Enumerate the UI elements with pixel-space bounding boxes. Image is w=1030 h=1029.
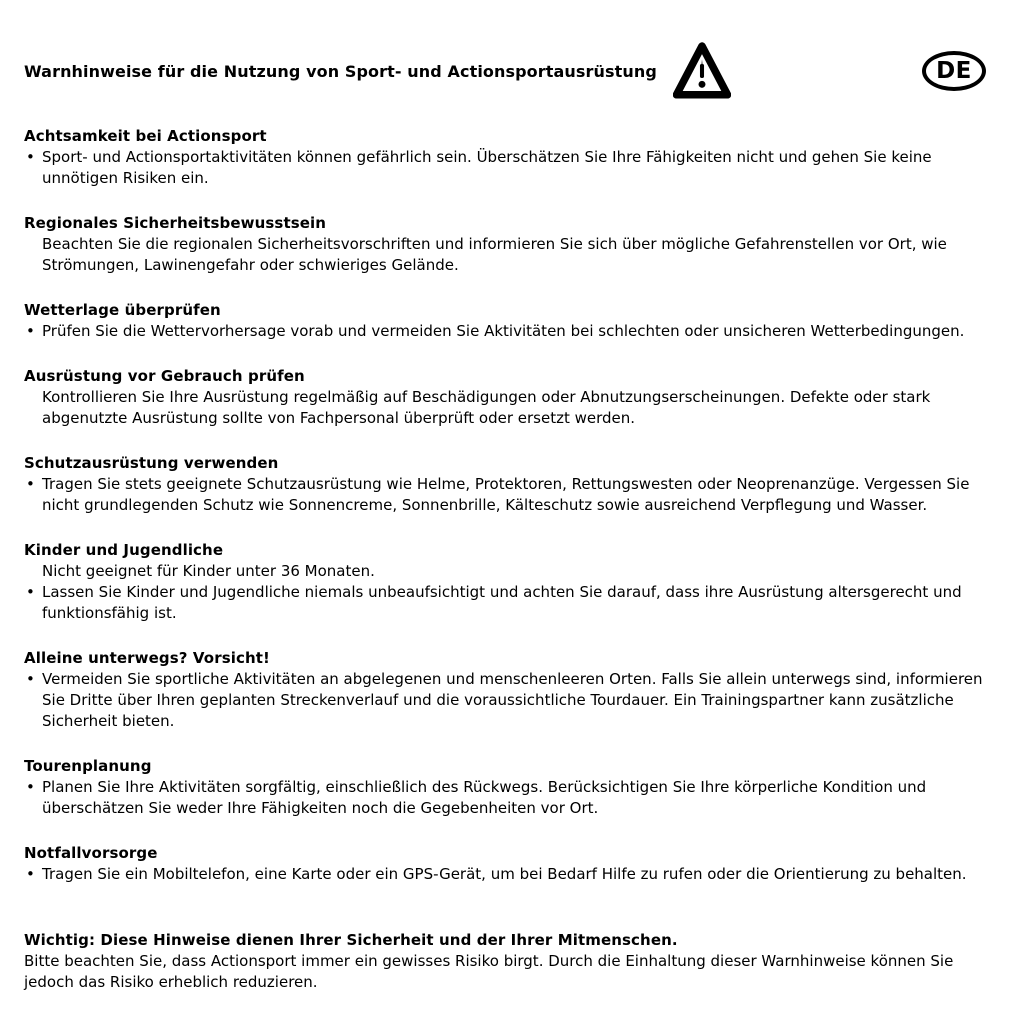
bullet-marker: • — [26, 670, 35, 688]
item-text: Prüfen Sie die Wettervorhersage vorab und vermeiden Sie Aktivitäten bei schlechten oder unsicheren Wetterbedingungen. — [42, 322, 965, 340]
section-heading: Achtsamkeit bei Actionsport — [24, 127, 267, 145]
bullet-marker: • — [26, 865, 35, 883]
warning-section — [24, 540, 1002, 624]
section-heading: Kinder und Jugendliche — [24, 541, 224, 559]
section-items — [24, 669, 1002, 732]
bullet-item — [24, 474, 1002, 516]
warning-section — [24, 453, 1002, 516]
item-text: Tragen Sie ein Mobiltelefon, eine Karte oder ein GPS-Gerät, um bei Bedarf Hilfe zu rufen oder die Orientierung zu behalten. — [42, 865, 967, 883]
item-text: Planen Sie Ihre Aktivitäten sorgfältig, einschließlich des Rückwegs. Berücksichtigen Sie Ihre körperliche Kondition und überschätzen Sie weder Ihre Fähigkeiten noch die Gegebenheiten vor Ort. — [42, 778, 927, 817]
plain-item — [24, 387, 1002, 429]
item-text: Lassen Sie Kinder und Jugendliche niemals unbeaufsichtigt und achten Sie darauf, dass ihre Ausrüstung altersgerecht und funktionsfähig ist. — [42, 583, 962, 622]
section-heading: Notfallvorsorge — [24, 844, 158, 862]
warning-section — [24, 366, 1002, 429]
warning-section — [24, 756, 1002, 819]
bullet-marker: • — [26, 148, 35, 166]
warning-triangle-icon — [673, 41, 731, 101]
section-heading: Schutzausrüstung verwenden — [24, 454, 279, 472]
warning-section — [24, 213, 1002, 276]
page-title: Warnhinweise für die Nutzung von Sport- und Actionsportausrüstung — [24, 61, 657, 81]
bullet-item — [24, 321, 1002, 342]
section-items — [24, 321, 1002, 342]
footer-heading: Wichtig: Diese Hinweise dienen Ihrer Sicherheit und der Ihrer Mitmenschen. — [24, 931, 678, 949]
warning-section — [24, 126, 1002, 189]
plain-item — [24, 234, 1002, 276]
bullet-item — [24, 147, 1002, 189]
section-items — [24, 864, 1002, 885]
bullet-item — [24, 669, 1002, 732]
warning-section — [24, 300, 1002, 342]
bullet-item — [24, 777, 1002, 819]
warning-section — [24, 648, 1002, 732]
section-items — [24, 147, 1002, 189]
item-text: Vermeiden Sie sportliche Aktivitäten an abgelegenen und menschenleeren Orten. Falls Sie allein unterwegs sind, informieren Sie Dritte über Ihren geplanten Streckenverlauf und die voraussichtliche Tourdauer. Ein Trainingspartner kann zusätzliche Sicherheit bieten. — [42, 670, 983, 730]
section-items — [24, 777, 1002, 819]
page-header — [24, 40, 1002, 102]
language-badge — [922, 51, 986, 91]
bullet-item — [24, 582, 1002, 624]
sections — [24, 126, 1002, 885]
item-text: Beachten Sie die regionalen Sicherheitsvorschriften und informieren Sie sich über mögliche Gefahrenstellen vor Ort, wie Strömungen, Lawinengefahr oder schwieriges Gelände. — [42, 235, 947, 274]
language-badge-label: DE — [936, 58, 972, 84]
warning-section — [24, 843, 1002, 885]
section-items — [24, 561, 1002, 624]
plain-item — [24, 561, 1002, 582]
section-items — [24, 234, 1002, 276]
item-text: Sport- und Actionsportaktivitäten können gefährlich sein. Überschätzen Sie Ihre Fähigkeiten nicht und gehen Sie keine unnötigen Risiken ein. — [42, 148, 932, 187]
bullet-marker: • — [26, 778, 35, 796]
bullet-item — [24, 864, 1002, 885]
section-items — [24, 474, 1002, 516]
bullet-marker: • — [26, 322, 35, 340]
footer-text: Bitte beachten Sie, dass Actionsport immer ein gewisses Risiko birgt. Durch die Einhaltung dieser Warnhinweise können Sie jedoch das Risiko erheblich reduzieren. — [24, 952, 954, 991]
section-items — [24, 387, 1002, 429]
item-text: Nicht geeignet für Kinder unter 36 Monaten. — [42, 562, 375, 580]
section-heading: Ausrüstung vor Gebrauch prüfen — [24, 367, 305, 385]
item-text: Tragen Sie stets geeignete Schutzausrüstung wie Helme, Protektoren, Rettungswesten oder Neoprenanzüge. Vergessen Sie nicht grundlegenden Schutz wie Sonnencreme, Sonnenbrille, Kälteschutz sowie ausreichend Verpflegung und Wasser. — [42, 475, 970, 514]
section-heading: Tourenplanung — [24, 757, 152, 775]
item-text: Kontrollieren Sie Ihre Ausrüstung regelmäßig auf Beschädigungen oder Abnutzungserscheinungen. Defekte oder stark abgenutzte Ausrüstung sollte von Fachpersonal überprüft oder ersetzt werden. — [42, 388, 931, 427]
footer-note — [24, 930, 1002, 993]
section-heading: Alleine unterwegs? Vorsicht! — [24, 649, 270, 667]
bullet-marker: • — [26, 583, 35, 601]
bullet-marker: • — [26, 475, 35, 493]
section-heading: Regionales Sicherheitsbewusstsein — [24, 214, 327, 232]
section-heading: Wetterlage überprüfen — [24, 301, 221, 319]
